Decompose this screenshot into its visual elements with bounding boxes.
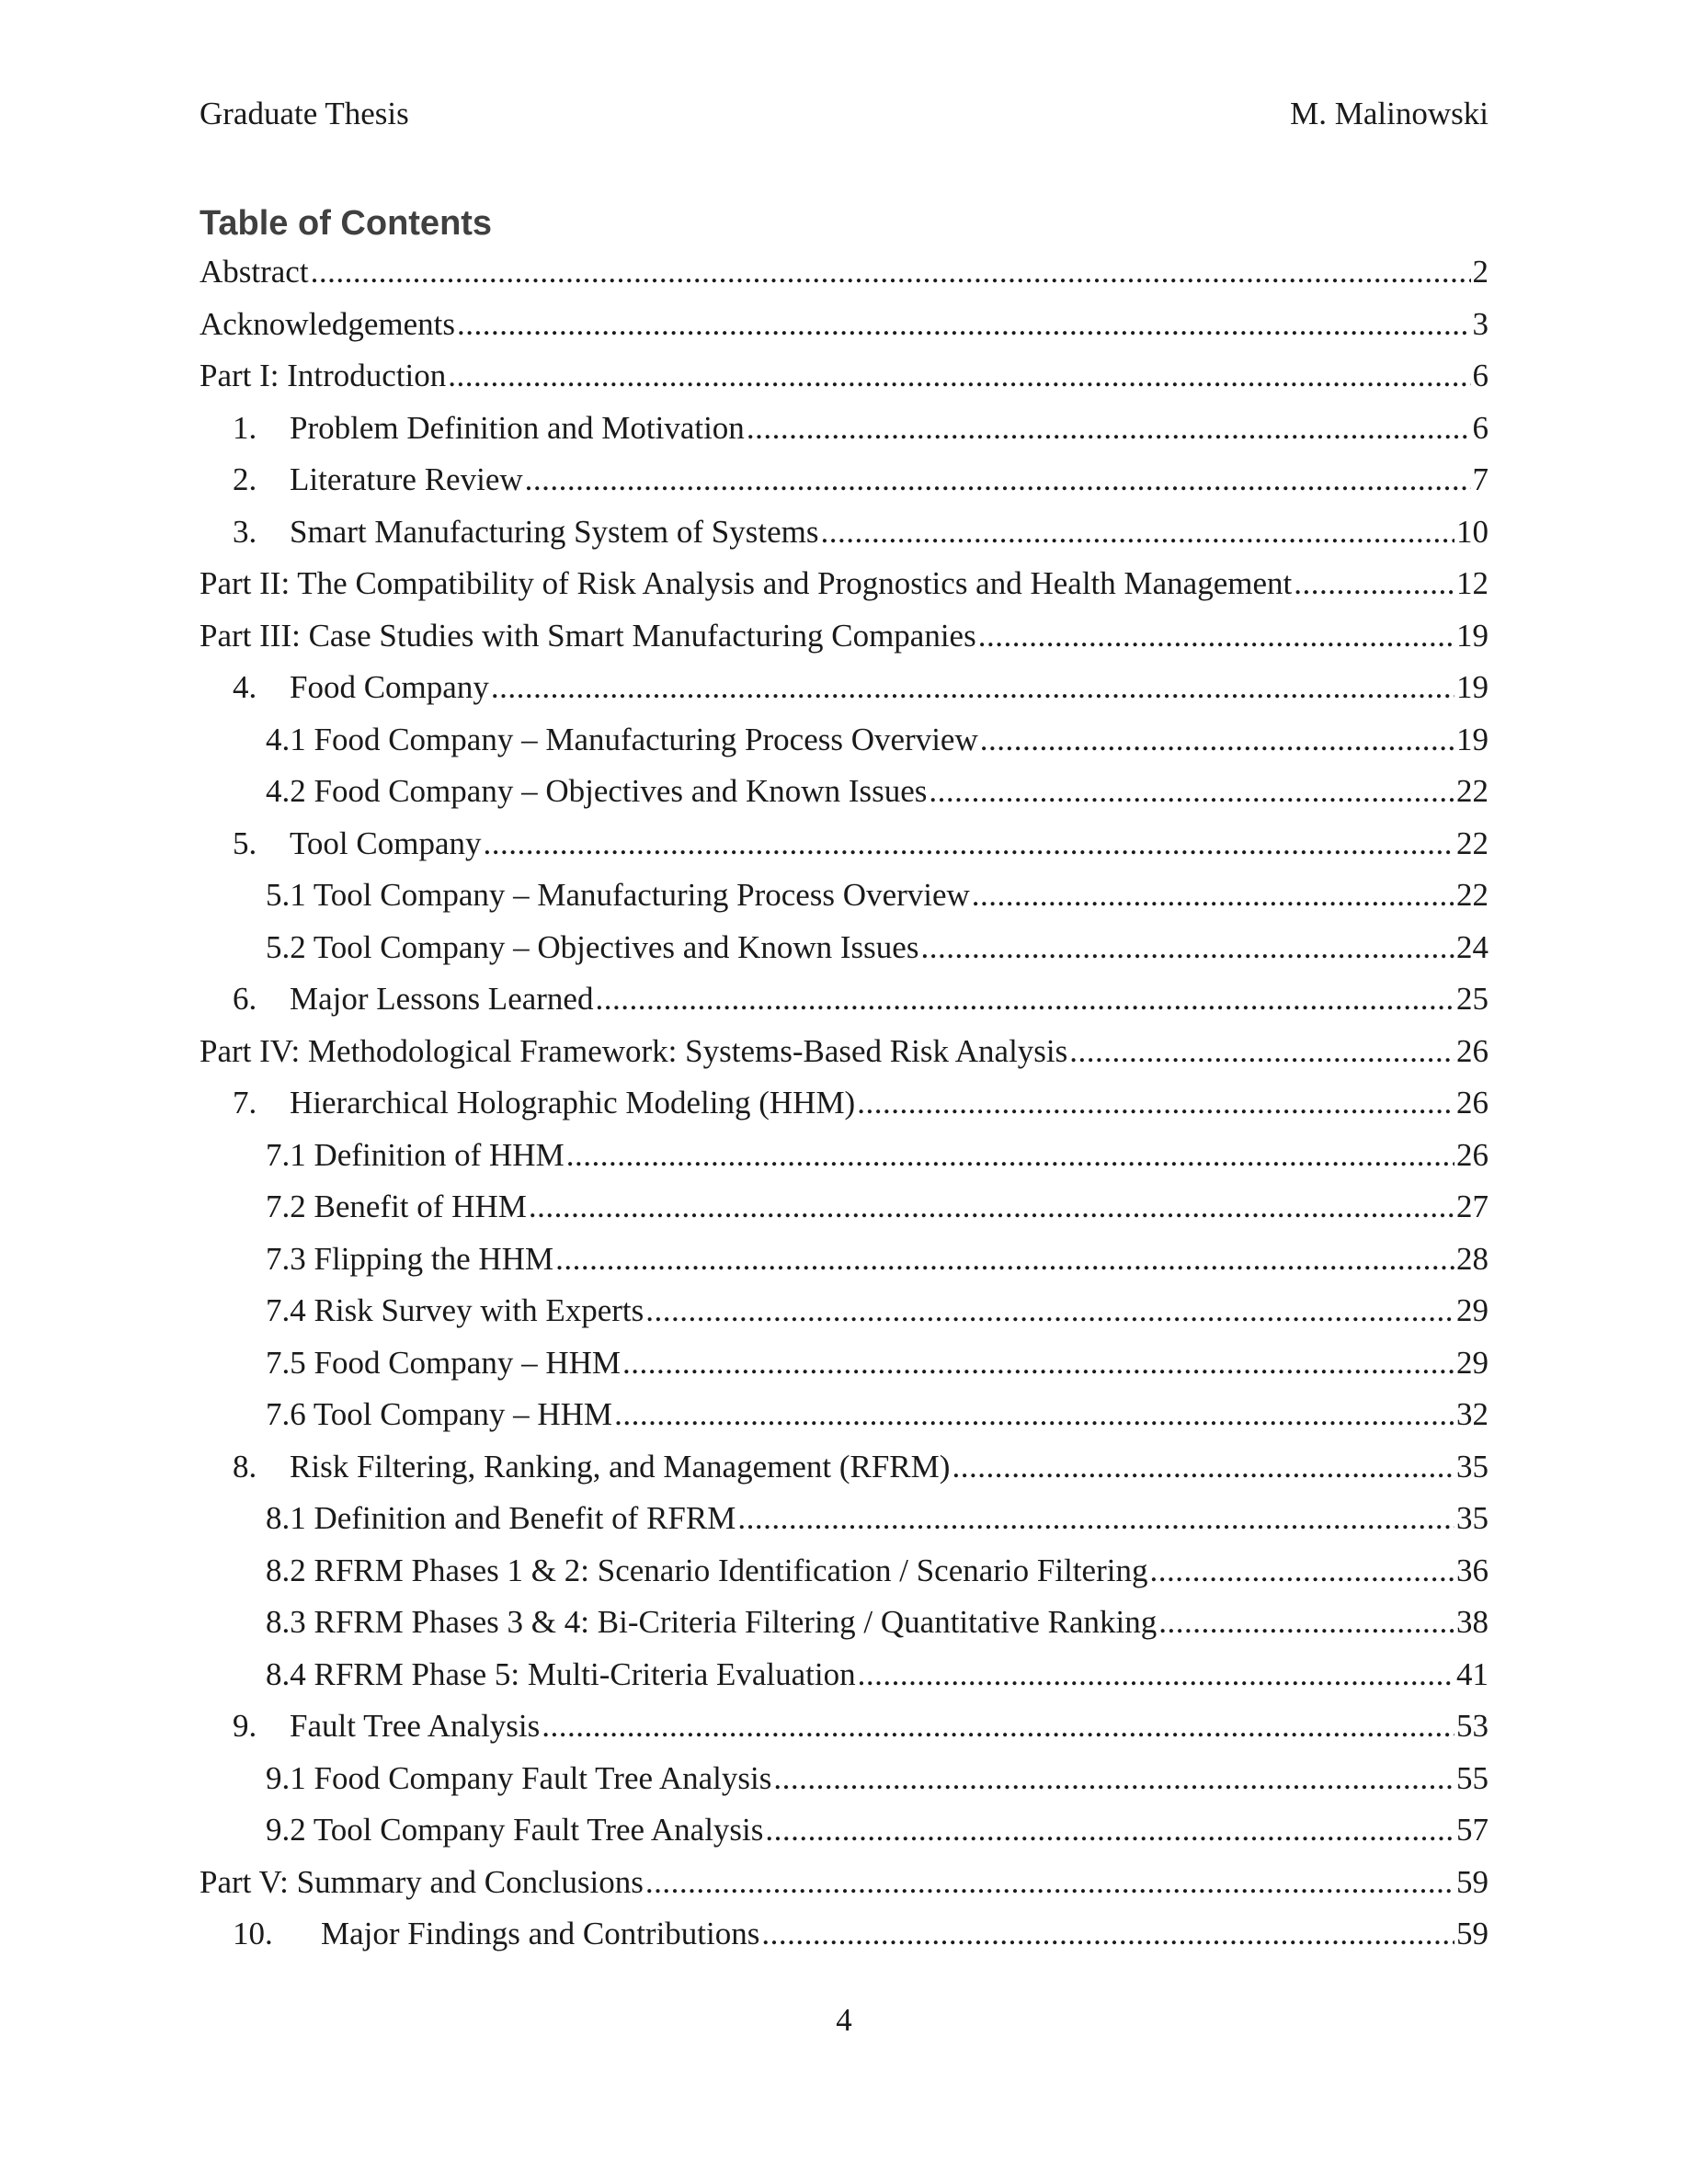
toc-entry-page: 25: [1456, 981, 1488, 1017]
toc-entry[interactable]: [200, 1649, 1488, 1701]
toc-entry[interactable]: [200, 714, 1488, 767]
toc-dot-leader: [311, 246, 1471, 299]
toc-entry-label: Literature Review: [290, 461, 523, 497]
toc-dot-leader: [978, 610, 1454, 663]
toc-entry[interactable]: [200, 506, 1488, 559]
toc-entry-page: 10: [1456, 513, 1488, 550]
toc-entry-label: 4.2 Food Company – Objectives and Known Issues: [266, 773, 928, 809]
toc-entry-page: 24: [1456, 928, 1488, 965]
toc-entry-label: 8.3 RFRM Phases 3 & 4: Bi-Criteria Filtering / Quantitative Ranking: [266, 1604, 1158, 1640]
toc-entry-label: Part I: Introduction: [200, 358, 447, 393]
toc-entry-number: 5.: [233, 825, 257, 861]
toc-entry-label: Part III: Case Studies with Smart Manufacturing Companies: [200, 617, 976, 654]
toc-entry-label: Major Lessons Learned: [290, 981, 594, 1017]
toc-entry-page: 29: [1456, 1292, 1488, 1328]
toc-entry[interactable]: [200, 1285, 1488, 1337]
toc-dot-leader: [529, 1181, 1454, 1234]
toc-entry[interactable]: [200, 1701, 1488, 1753]
toc-dot-leader: [448, 350, 1470, 403]
toc-entry[interactable]: [200, 870, 1488, 922]
toc-entry[interactable]: [200, 1804, 1488, 1857]
toc-entry-label: 8.4 RFRM Phase 5: Multi-Criteria Evaluation: [266, 1655, 856, 1692]
toc-entry-page: 19: [1456, 617, 1488, 654]
toc-entry[interactable]: [200, 1026, 1488, 1078]
toc-entry-page: 59: [1456, 1916, 1488, 1951]
toc-title: Table of Contents: [200, 204, 493, 243]
toc-entry[interactable]: [200, 1753, 1488, 1805]
toc-dot-leader: [920, 922, 1454, 974]
toc-entry[interactable]: [200, 766, 1488, 818]
toc-entry-page: 53: [1456, 1708, 1488, 1744]
toc-dot-leader: [972, 870, 1454, 922]
toc-dot-leader: [1069, 1026, 1454, 1078]
toc-entry-label: 7.6 Tool Company – HHM: [266, 1396, 613, 1432]
toc-dot-leader: [857, 1077, 1454, 1130]
toc-entry-number: 8.: [233, 1448, 257, 1484]
toc-entry[interactable]: [200, 973, 1488, 1026]
toc-entry-label: 5.2 Tool Company – Objectives and Known Issues: [266, 928, 919, 965]
toc-dot-leader: [542, 1701, 1454, 1753]
toc-entry[interactable]: [200, 1908, 1488, 1961]
toc-entry[interactable]: [200, 1130, 1488, 1182]
toc-entry-label: Tool Company: [290, 825, 482, 861]
toc-entry-page: 6: [1472, 358, 1488, 393]
toc-entry[interactable]: [200, 818, 1488, 870]
toc-entry-page: 6: [1472, 409, 1488, 446]
toc-dot-leader: [595, 973, 1454, 1026]
toc-dot-leader: [622, 1337, 1454, 1390]
toc-entry[interactable]: [200, 1545, 1488, 1598]
toc-entry-label: 4.1 Food Company – Manufacturing Process Overview: [266, 721, 978, 757]
toc-entry[interactable]: [200, 1857, 1488, 1909]
toc-entry-number: 6.: [233, 981, 257, 1017]
toc-entry-label: Problem Definition and Motivation: [290, 409, 745, 446]
toc-dot-leader: [457, 299, 1471, 351]
toc-entry-page: 7: [1472, 461, 1488, 497]
toc-entry-page: 27: [1456, 1189, 1488, 1224]
toc-entry-page: 22: [1456, 825, 1488, 861]
toc-entry-page: 28: [1456, 1240, 1488, 1277]
toc-dot-leader: [491, 662, 1454, 714]
toc-dot-leader: [555, 1234, 1454, 1286]
toc-entry[interactable]: [200, 610, 1488, 663]
table-of-contents: [200, 246, 1488, 1961]
toc-dot-leader: [761, 1908, 1454, 1961]
toc-dot-leader: [566, 1130, 1454, 1182]
toc-entry-page: 57: [1456, 1812, 1488, 1848]
toc-entry-page: 3: [1472, 305, 1488, 342]
toc-dot-leader: [1294, 558, 1454, 610]
toc-dot-leader: [645, 1285, 1454, 1337]
toc-dot-leader: [821, 506, 1454, 559]
toc-dot-leader: [1158, 1597, 1454, 1649]
toc-entry[interactable]: [200, 246, 1488, 299]
toc-entry-number: 2.: [233, 461, 257, 497]
toc-entry[interactable]: [200, 403, 1488, 455]
toc-dot-leader: [773, 1753, 1454, 1805]
toc-dot-leader: [737, 1493, 1454, 1545]
toc-entry-label: Food Company: [290, 669, 489, 705]
toc-entry-label: 7.2 Benefit of HHM: [266, 1189, 527, 1224]
toc-entry-number: 4.: [233, 669, 257, 705]
toc-entry-page: 19: [1456, 721, 1488, 757]
toc-entry-label: Fault Tree Analysis: [290, 1708, 541, 1744]
running-header: [200, 96, 1488, 142]
toc-entry[interactable]: [200, 350, 1488, 403]
toc-entry[interactable]: [200, 1337, 1488, 1390]
toc-entry-page: 35: [1456, 1500, 1488, 1536]
toc-entry[interactable]: [200, 1077, 1488, 1130]
toc-entry-page: 35: [1456, 1448, 1488, 1484]
toc-dot-leader: [614, 1389, 1454, 1441]
toc-entry-page: 36: [1456, 1552, 1488, 1588]
toc-entry-label: 7.4 Risk Survey with Experts: [266, 1292, 644, 1328]
toc-entry-label: 7.5 Food Company – HHM: [266, 1344, 621, 1381]
toc-entry-page: 22: [1456, 877, 1488, 913]
toc-dot-leader: [765, 1804, 1454, 1857]
toc-entry-label: 9.1 Food Company Fault Tree Analysis: [266, 1759, 772, 1796]
toc-entry-label: Major Findings and Contributions: [321, 1916, 760, 1951]
toc-entry-page: 26: [1456, 1032, 1488, 1069]
toc-dot-leader: [980, 714, 1454, 767]
toc-entry-page: 26: [1456, 1136, 1488, 1173]
toc-entry-number: 1.: [233, 409, 257, 446]
toc-entry-page: 38: [1456, 1604, 1488, 1640]
toc-entry-label: 8.1 Definition and Benefit of RFRM: [266, 1500, 736, 1536]
toc-entry[interactable]: [200, 454, 1488, 506]
toc-entry-page: 26: [1456, 1085, 1488, 1120]
toc-entry-page: 22: [1456, 773, 1488, 809]
toc-entry-number: 7.: [233, 1085, 257, 1120]
toc-dot-leader: [645, 1857, 1454, 1909]
toc-entry-label: Risk Filtering, Ranking, and Management (RFRM): [290, 1448, 951, 1484]
toc-dot-leader: [484, 818, 1454, 870]
toc-entry-label: Smart Manufacturing System of Systems: [290, 513, 819, 550]
toc-entry-label: 5.1 Tool Company – Manufacturing Process Overview: [266, 877, 970, 913]
toc-entry-page: 29: [1456, 1344, 1488, 1381]
toc-entry-label: Acknowledgements: [200, 305, 455, 342]
toc-dot-leader: [1149, 1545, 1454, 1598]
toc-entry-page: 2: [1472, 254, 1488, 290]
toc-entry[interactable]: [200, 1597, 1488, 1649]
toc-entry-page: 12: [1456, 565, 1488, 601]
toc-entry-number: 9.: [233, 1708, 257, 1744]
toc-entry-label: Part IV: Methodological Framework: Systems-Based Risk Analysis: [200, 1032, 1068, 1069]
toc-entry[interactable]: [200, 1389, 1488, 1441]
toc-dot-leader: [525, 454, 1471, 506]
toc-entry[interactable]: [200, 922, 1488, 974]
toc-entry-label: Part II: The Compatibility of Risk Analysis and Prognostics and Health Management: [200, 565, 1293, 601]
toc-entry-label: Hierarchical Holographic Modeling (HHM): [290, 1085, 856, 1120]
toc-dot-leader: [747, 403, 1471, 455]
toc-entry-page: 19: [1456, 669, 1488, 705]
toc-entry-page: 55: [1456, 1759, 1488, 1796]
toc-entry-label: 9.2 Tool Company Fault Tree Analysis: [266, 1812, 764, 1848]
toc-entry[interactable]: [200, 558, 1488, 610]
toc-entry-page: 41: [1456, 1655, 1488, 1692]
toc-entry-label: 7.1 Definition of HHM: [266, 1136, 565, 1173]
toc-entry-label: Part V: Summary and Conclusions: [200, 1863, 644, 1900]
header-author: M. Malinowski: [1290, 96, 1488, 131]
toc-entry-label: Abstract: [200, 254, 309, 290]
toc-entry-label: 8.2 RFRM Phases 1 & 2: Scenario Identification / Scenario Filtering: [266, 1552, 1148, 1588]
toc-dot-leader: [858, 1649, 1454, 1701]
toc-entry[interactable]: [200, 1181, 1488, 1234]
toc-entry[interactable]: [200, 1493, 1488, 1545]
toc-entry-label: 7.3 Flipping the HHM: [266, 1240, 554, 1277]
toc-dot-leader: [952, 1441, 1454, 1494]
toc-entry-page: 59: [1456, 1863, 1488, 1900]
toc-entry[interactable]: [200, 1441, 1488, 1494]
toc-entry-number: 10.: [233, 1916, 273, 1951]
toc-dot-leader: [929, 766, 1454, 818]
toc-entry[interactable]: [200, 1234, 1488, 1286]
header-title: Graduate Thesis: [200, 96, 409, 131]
toc-entry[interactable]: [200, 662, 1488, 714]
toc-entry[interactable]: [200, 299, 1488, 351]
toc-entry-number: 3.: [233, 513, 257, 550]
toc-entry-page: 32: [1456, 1396, 1488, 1432]
page-number: 4: [836, 2002, 852, 2038]
